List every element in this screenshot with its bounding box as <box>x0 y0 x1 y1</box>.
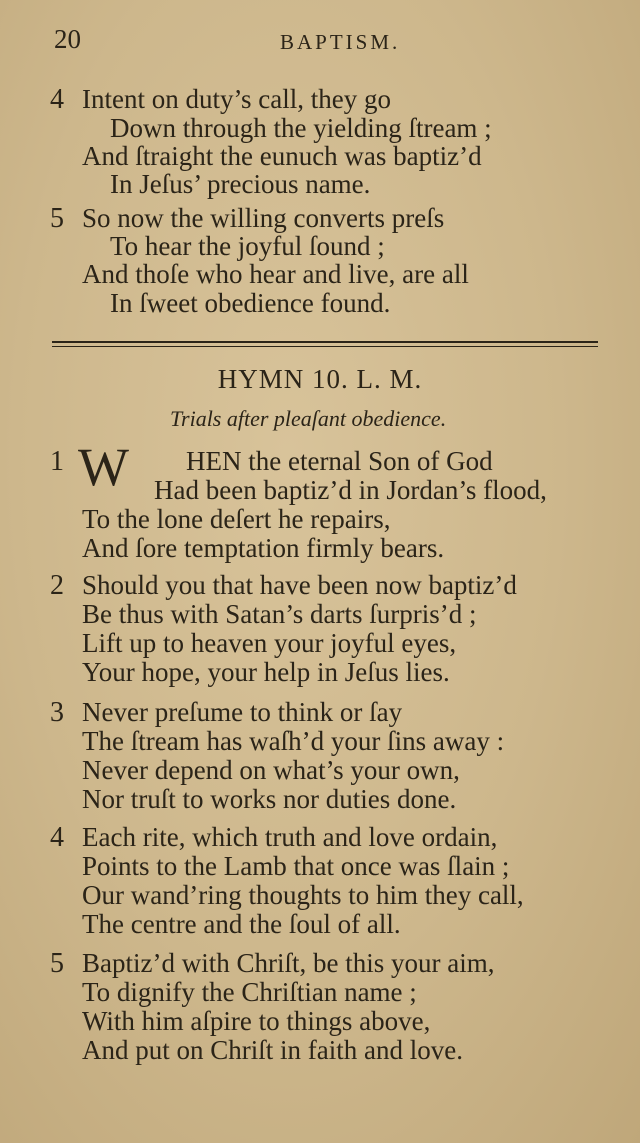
verse-line: Never preſume to think or ſay <box>82 697 403 727</box>
verse-line: And put on Chriſt in faith and love. <box>82 1035 463 1065</box>
verse-line: To the lone deſert he repairs, <box>82 504 391 534</box>
verse-line: In ſweet obedience found. <box>110 288 391 318</box>
page-header <box>0 24 640 64</box>
drop-cap: W <box>78 437 129 497</box>
verse-line: And ſtraight the eunuch was baptiz’d <box>82 141 482 171</box>
section-divider <box>52 341 598 343</box>
verse-line: And ſore temptation firmly bears. <box>82 533 445 563</box>
verse-line: And thoſe who hear and live, are all <box>82 259 469 289</box>
verse-number: 4 <box>50 822 64 853</box>
verse-line: Nor truſt to works nor duties done. <box>82 784 457 814</box>
verse-line: Should you that have been now baptiz’d <box>82 570 517 600</box>
verse-line: The ſtream has waſh’d your ſins away : <box>82 726 505 756</box>
verse-line: The centre and the ſoul of all. <box>82 909 401 939</box>
verse-line: So now the willing converts preſs <box>82 203 445 233</box>
verse-line: With him aſpire to things above, <box>82 1006 431 1036</box>
verse-number: 3 <box>50 697 64 728</box>
verse-line: Lift up to heaven your joyful eyes, <box>82 628 457 658</box>
verse-line: Our wand’ring thoughts to him they call, <box>82 880 524 910</box>
verse-line: Be thus with Satan’s darts ſurpris’d ; <box>82 599 477 629</box>
verse-number: 5 <box>50 203 64 234</box>
verse-number: 1 <box>50 446 64 477</box>
verse-line: Each rite, which truth and love ordain, <box>82 822 498 852</box>
verse-line: Never depend on what’s your own, <box>82 755 460 785</box>
hymn-title: HYMN 10. L. M. <box>217 364 423 394</box>
verse-line: To dignify the Chriſtian name ; <box>82 977 417 1007</box>
hymn-subtitle: Trials after pleaſant obedience. <box>170 406 447 431</box>
verse-line: To hear the joyful ſound ; <box>110 231 385 261</box>
verse-line: Baptiz’d with Chriſt, be this your aim, <box>82 948 495 978</box>
verse-line: Points to the Lamb that once was ſlain ; <box>82 851 510 881</box>
verse-line: Had been baptiz’d in Jordan’s flood, <box>154 475 547 505</box>
verse-number: 4 <box>50 84 64 115</box>
verse-line: Your hope, your help in Jeſus lies. <box>82 657 450 687</box>
verse-line: Down through the yielding ſtream ; <box>110 113 492 143</box>
verse-number: 2 <box>50 570 64 601</box>
verse-line: HEN the eternal Son of God <box>186 446 493 476</box>
verse-line: Intent on duty’s call, they go <box>82 84 391 114</box>
verse-number: 5 <box>50 948 64 979</box>
page-number: 20 <box>54 24 81 54</box>
running-title: BAPTISM. <box>280 30 401 54</box>
verse-line: In Jeſus’ precious name. <box>110 169 371 199</box>
section-divider-thin <box>52 346 598 347</box>
